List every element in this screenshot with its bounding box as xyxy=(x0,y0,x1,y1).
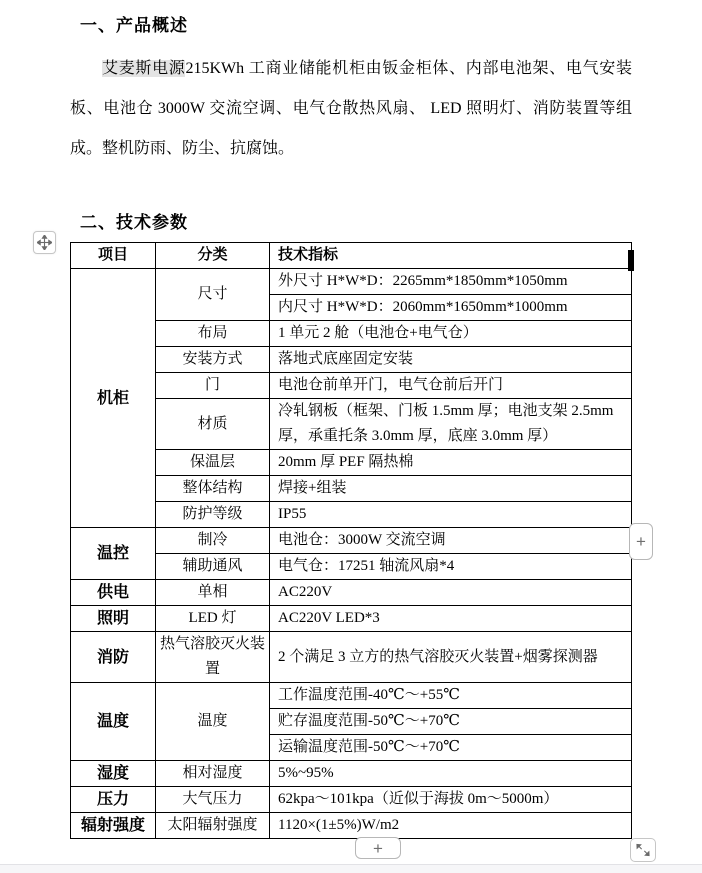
table-row xyxy=(71,269,632,295)
table-cell-spec[interactable]: 20mm 厚 PEF 隔热棉 xyxy=(270,450,632,476)
table-row xyxy=(71,450,632,476)
table-cell-spec[interactable]: AC220V LED*3 xyxy=(270,606,632,632)
table-cell-spec[interactable]: 贮存温度范围-50℃～+70℃ xyxy=(270,709,632,735)
table-cell-cat[interactable]: 热气溶胶灭火装置 xyxy=(156,632,270,683)
table-row xyxy=(71,787,632,813)
table-row xyxy=(71,761,632,787)
table-row xyxy=(71,580,632,606)
table-cell-item[interactable]: 温度 xyxy=(71,683,156,761)
table-cell-spec[interactable]: 运输温度范围-50℃～+70℃ xyxy=(270,735,632,761)
table-row xyxy=(71,554,632,580)
table-cell-spec[interactable]: 落地式底座固定安装 xyxy=(270,347,632,373)
table-cell-cat[interactable]: 相对湿度 xyxy=(156,761,270,787)
table-header-cat[interactable]: 分类 xyxy=(156,243,270,269)
table-cell-spec[interactable]: 工作温度范围-40℃～+55℃ xyxy=(270,683,632,709)
move-icon xyxy=(37,235,52,250)
table-header-row xyxy=(71,243,632,269)
table-row xyxy=(71,347,632,373)
overview-paragraph[interactable] xyxy=(70,49,632,169)
section-heading-tech-params[interactable]: 二、技术参数 xyxy=(80,213,188,232)
insert-row-button[interactable] xyxy=(355,837,401,859)
table-cell-cat[interactable]: 整体结构 xyxy=(156,476,270,502)
page-bottom-edge xyxy=(0,864,702,873)
table-row xyxy=(71,373,632,399)
table-cell-cat[interactable]: 温度 xyxy=(156,683,270,761)
plus-icon: + xyxy=(636,532,646,551)
spec-table[interactable] xyxy=(70,242,632,839)
table-cell-item[interactable]: 消防 xyxy=(71,632,156,683)
table-cell-spec[interactable]: 外尺寸 H*W*D：2265mm*1850mm*1050mm xyxy=(270,269,632,295)
table-cell-spec[interactable]: 冷轧钢板（框架、门板 1.5mm 厚；电池支架 2.5mm 厚，承重托条 3.0mm 厚，底座 3.0mm 厚） xyxy=(270,399,632,450)
table-cell-cat[interactable]: 安装方式 xyxy=(156,347,270,373)
table-cell-cat[interactable]: 材质 xyxy=(156,399,270,450)
table-row xyxy=(71,502,632,528)
table-cell-cat[interactable]: 尺寸 xyxy=(156,269,270,321)
table-row xyxy=(71,813,632,839)
highlighted-product-name[interactable]: 艾麦斯电源 xyxy=(102,60,186,77)
table-cell-spec[interactable]: 电气仓：17251 轴流风扇*4 xyxy=(270,554,632,580)
document-page xyxy=(0,11,702,873)
table-cell-cat[interactable]: 防护等级 xyxy=(156,502,270,528)
table-row xyxy=(71,632,632,683)
table-row xyxy=(71,321,632,347)
table-cell-cat[interactable]: 大气压力 xyxy=(156,787,270,813)
insert-column-button[interactable] xyxy=(629,523,653,560)
table-cell-item[interactable]: 机柜 xyxy=(71,269,156,528)
table-cell-cat[interactable]: 保温层 xyxy=(156,450,270,476)
table-row xyxy=(71,476,632,502)
plus-icon: + xyxy=(373,838,383,858)
table-cell-spec[interactable]: 2 个满足 3 立方的热气溶胶灭火装置+烟雾探测器 xyxy=(270,632,632,683)
table-row xyxy=(71,683,632,709)
table-cell-item[interactable]: 供电 xyxy=(71,580,156,606)
table-cell-cat[interactable]: 太阳辐射强度 xyxy=(156,813,270,839)
table-cell-spec[interactable]: 1120×(1±5%)W/m2 xyxy=(270,813,632,839)
table-cell-spec[interactable]: 焊接+组装 xyxy=(270,476,632,502)
table-cell-spec[interactable]: 内尺寸 H*W*D：2060mm*1650mm*1000mm xyxy=(270,295,632,321)
table-cell-spec[interactable]: 62kpa～101kpa（近似于海拔 0m～5000m） xyxy=(270,787,632,813)
table-cell-cat[interactable]: 门 xyxy=(156,373,270,399)
table-cell-item[interactable]: 压力 xyxy=(71,787,156,813)
table-header-item[interactable]: 项目 xyxy=(71,243,156,269)
table-cell-item[interactable]: 辐射强度 xyxy=(71,813,156,839)
table-cell-item[interactable]: 温控 xyxy=(71,528,156,580)
table-cell-spec[interactable]: 电池仓：3000W 交流空调 xyxy=(270,528,632,554)
table-move-handle[interactable] xyxy=(33,231,56,254)
overview-paragraph-text[interactable]: 215KWh 工商业储能机柜由钣金柜体、内部电池架、电气安装板、电池仓 3000W 交流空调、电气仓散热风扇、 LED 照明灯、消防装置等组成。整机防雨、防尘、抗腐蚀。 xyxy=(70,60,632,157)
table-cell-cat[interactable]: 辅助通风 xyxy=(156,554,270,580)
table-cell-spec[interactable]: 5%~95% xyxy=(270,761,632,787)
table-cell-cat[interactable]: 单相 xyxy=(156,580,270,606)
table-cell-item[interactable]: 照明 xyxy=(71,606,156,632)
table-row xyxy=(71,528,632,554)
table-cell-cat[interactable]: 布局 xyxy=(156,321,270,347)
table-cell-cat[interactable]: LED 灯 xyxy=(156,606,270,632)
table-row xyxy=(71,399,632,450)
section-heading-overview[interactable]: 一、产品概述 xyxy=(80,16,188,35)
table-resize-handle[interactable] xyxy=(630,838,656,862)
table-cell-cat[interactable]: 制冷 xyxy=(156,528,270,554)
table-cell-spec[interactable]: AC220V xyxy=(270,580,632,606)
table-cell-spec[interactable]: IP55 xyxy=(270,502,632,528)
table-cell-spec[interactable]: 1 单元 2 舱（电池仓+电气仓） xyxy=(270,321,632,347)
table-cell-spec[interactable]: 电池仓前单开门，电气仓前后开门 xyxy=(270,373,632,399)
diagonal-resize-icon xyxy=(634,842,652,858)
table-row xyxy=(71,606,632,632)
table-cell-item[interactable]: 湿度 xyxy=(71,761,156,787)
table-header-spec[interactable]: 技术指标 xyxy=(270,243,632,269)
text-cursor xyxy=(628,250,634,271)
